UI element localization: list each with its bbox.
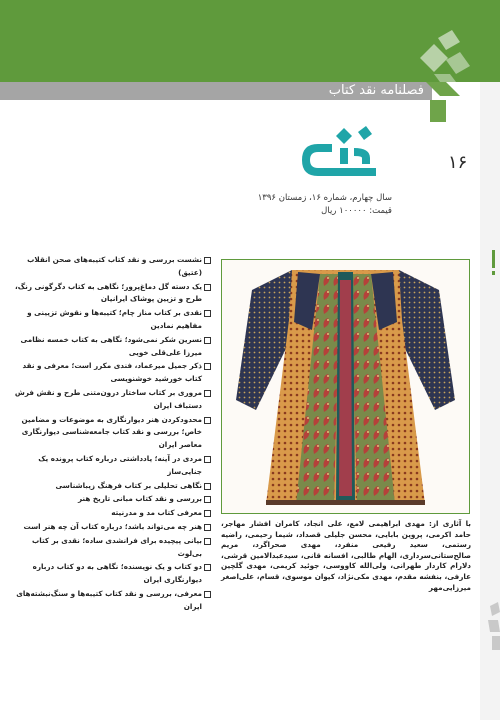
toc-item <box>10 588 211 614</box>
edge-emblem-icon <box>486 602 500 650</box>
toc-item-text: معرفی، بررسی و نقد کتاب کتیبه‌ها و سنگ‌نبشته‌های ایران <box>16 588 202 611</box>
toc-item-text: نقدی بر کتاب مناز چام؛ کتیبه‌ها و نقوش تزیینی و مفاهیم نمادین <box>27 308 202 330</box>
toc-item <box>10 334 211 360</box>
checkbox-icon <box>204 417 211 424</box>
emblem-logo <box>416 30 470 122</box>
journal-logo <box>296 126 382 178</box>
toc-item <box>10 254 211 280</box>
toc-item <box>10 535 211 561</box>
toc-item-text: هنر چه می‌تواند باشد؛ درباره کتاب آن چه هنر است <box>23 521 202 531</box>
toc-item-text: محدودکردن هنر دیوارنگاری به موضوعات و مضامین خاص؛ بررسی و نقد کتاب جامعه‌شناسی دیوارنگاری معاصر ایران <box>21 414 202 450</box>
toc-item <box>10 480 211 493</box>
toc-item <box>10 307 211 333</box>
toc-item <box>10 360 211 386</box>
toc-item-text: یک دسته گل دماغ‌پرور؛ نگاهی به کتاب دگرگونی رنگ، طرح و تزیین پوشاک ایرانیان <box>15 281 202 304</box>
checkbox-icon <box>204 390 211 397</box>
checkbox-icon <box>204 337 211 344</box>
edge-mark-icon <box>490 250 498 276</box>
table-of-contents <box>10 254 211 615</box>
checkbox-icon <box>204 524 211 531</box>
contributors-caption: با آثاری از: مهدی ابراهیمی لامع، علی انجاد، کامران افشار مهاجر، حامد اکرمی، پروین بابایی، محسن جلیلی قصداد، شیما رحیمی، راضیه رستمی، سعید رفیعی منفرد، مهدی صحراگرد، مریم صالح‌ستانی‌سرداری، الهام طالبی، افسانه قانی، سیدعبدالامین قرشی، دلارام کاردار طهرانی، ولی‌الله کاووسی، جوئید کریمی، مهدی گلچین عارفی، بنفشه مقدم، مهدی مکی‌نژاد، کیوان موسوی، قسام، علی‌اصغر میرزایی‌مهر <box>221 519 471 592</box>
toc-item <box>10 561 211 587</box>
checkbox-icon <box>204 591 211 598</box>
garment-image <box>222 260 469 513</box>
toc-item <box>10 453 211 479</box>
toc-item <box>10 387 211 413</box>
toc-item-text: مردی در آینه؛ یادداشتی درباره کتاب پرونده یک جنایی‌ساز <box>38 453 202 476</box>
checkbox-icon <box>204 363 211 370</box>
checkbox-icon <box>204 564 211 571</box>
toc-item-text: دو کتاب و یک نویسنده؛ نگاهی به دو کتاب درباره دیوارنگاری ایران <box>32 562 202 585</box>
toc-item <box>10 521 211 534</box>
checkbox-icon <box>204 284 211 291</box>
toc-item-text: نسرین شکر نمی‌شود؛ نگاهی به کتاب خمسه نظامی میرزا علی‌قلی خویی <box>20 334 202 357</box>
toc-item-text: مروری بر کتاب ساختار درون‌متنی طرح و نقش فرش دستباف ایران <box>14 387 202 410</box>
checkbox-icon <box>204 510 211 517</box>
toc-item-text: نشست بررسی و نقد کتاب کتیبه‌های صحن انقلاب (عتیق) <box>27 255 202 277</box>
toc-item <box>10 507 211 520</box>
series-title: فصلنامه نقد کتاب <box>328 83 424 98</box>
toc-item-text: معرفی کتاب مد و مدرنیته <box>111 508 202 518</box>
checkbox-icon <box>204 496 211 503</box>
cover-photo <box>221 259 470 514</box>
price-line: قیمت: ۱۰۰۰۰۰ ریال <box>321 206 392 216</box>
checkbox-icon <box>204 257 211 264</box>
issue-info <box>192 192 392 218</box>
page-number: ۱۶ <box>448 152 468 173</box>
toc-item <box>10 493 211 506</box>
checkbox-icon <box>204 483 211 490</box>
checkbox-icon <box>204 538 211 545</box>
toc-item-text: ذکر جمیل میرعماد، فندی مکرر است؛ معرفی و نقد کتاب خورشید خوشنویسی <box>22 361 202 384</box>
checkbox-icon <box>204 310 211 317</box>
issue-line: سال چهارم، شماره ۱۶، زمستان ۱۳۹۶ <box>257 193 392 203</box>
toc-item-text: بیانی پیچیده برای فرانشدی ساده؛ نقدی بر کتاب بی‌لوث <box>32 535 202 558</box>
toc-item-text: بررسی و نقد کتاب مبانی تاریخ هنر <box>77 494 202 504</box>
checkbox-icon <box>204 456 211 463</box>
toc-item <box>10 281 211 307</box>
toc-item <box>10 414 211 452</box>
toc-item-text: نگاهی تحلیلی بر کتاب فرهنگ زیباشناسی <box>55 480 202 490</box>
